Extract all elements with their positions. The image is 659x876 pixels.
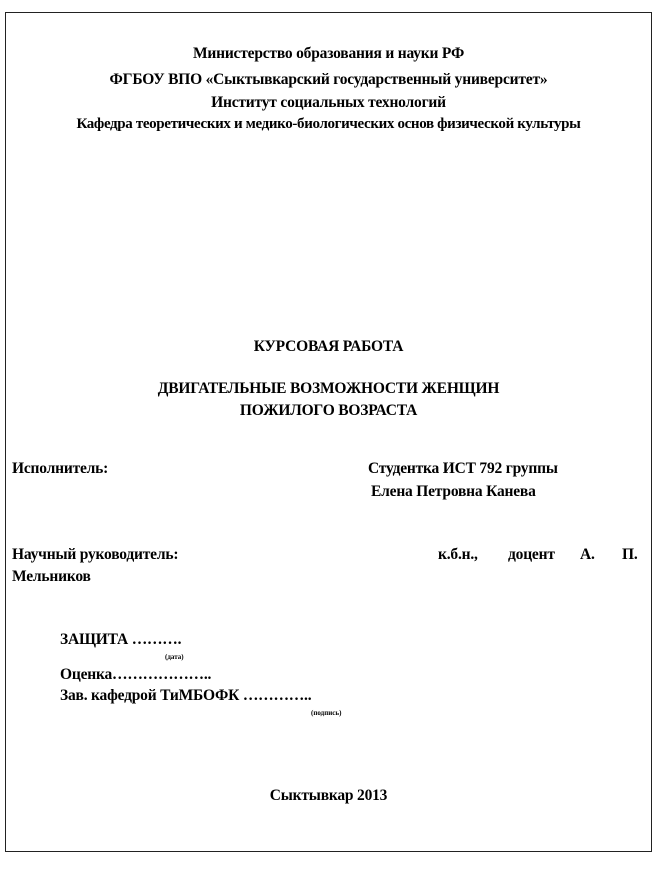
supervisor-initial-first: А. <box>580 546 595 563</box>
city-year: Сыктывкар 2013 <box>269 787 388 804</box>
page-border <box>5 12 652 852</box>
department-head-label: Зав. кафедрой ТиМБОФК ………….. <box>60 687 312 704</box>
defense-label: ЗАЩИТА ………. <box>60 631 182 648</box>
department-line: Кафедра теоретических и медико-биологических основ физической культуры <box>76 116 581 132</box>
supervisor-surname: Мельников <box>12 568 91 585</box>
supervisor-degree: к.б.н., <box>438 546 478 563</box>
signature-caption: (подпись) <box>311 709 342 717</box>
supervisor-label: Научный руководитель: <box>12 546 179 563</box>
university-line: ФГБОУ ВПО «Сыктывкарский государственный университет» <box>109 71 548 88</box>
executor-label: Исполнитель: <box>12 460 109 477</box>
work-title-line1: ДВИГАТЕЛЬНЫЕ ВОЗМОЖНОСТИ ЖЕНЩИН <box>157 380 500 397</box>
institute-line: Институт социальных технологий <box>211 94 446 111</box>
date-caption: (дата) <box>165 653 184 661</box>
executor-name: Елена Петровна Канева <box>371 483 536 500</box>
executor-group: Студентка ИСТ 792 группы <box>368 460 558 477</box>
ministry-line: Министерство образования и науки РФ <box>192 45 465 62</box>
grade-label: Оценка……………….. <box>60 666 212 683</box>
supervisor-position: доцент <box>508 546 555 563</box>
work-type: КУРСОВАЯ РАБОТА <box>253 338 404 355</box>
supervisor-initial-second: П. <box>622 546 638 563</box>
work-title-line2: ПОЖИЛОГО ВОЗРАСТА <box>239 402 418 419</box>
